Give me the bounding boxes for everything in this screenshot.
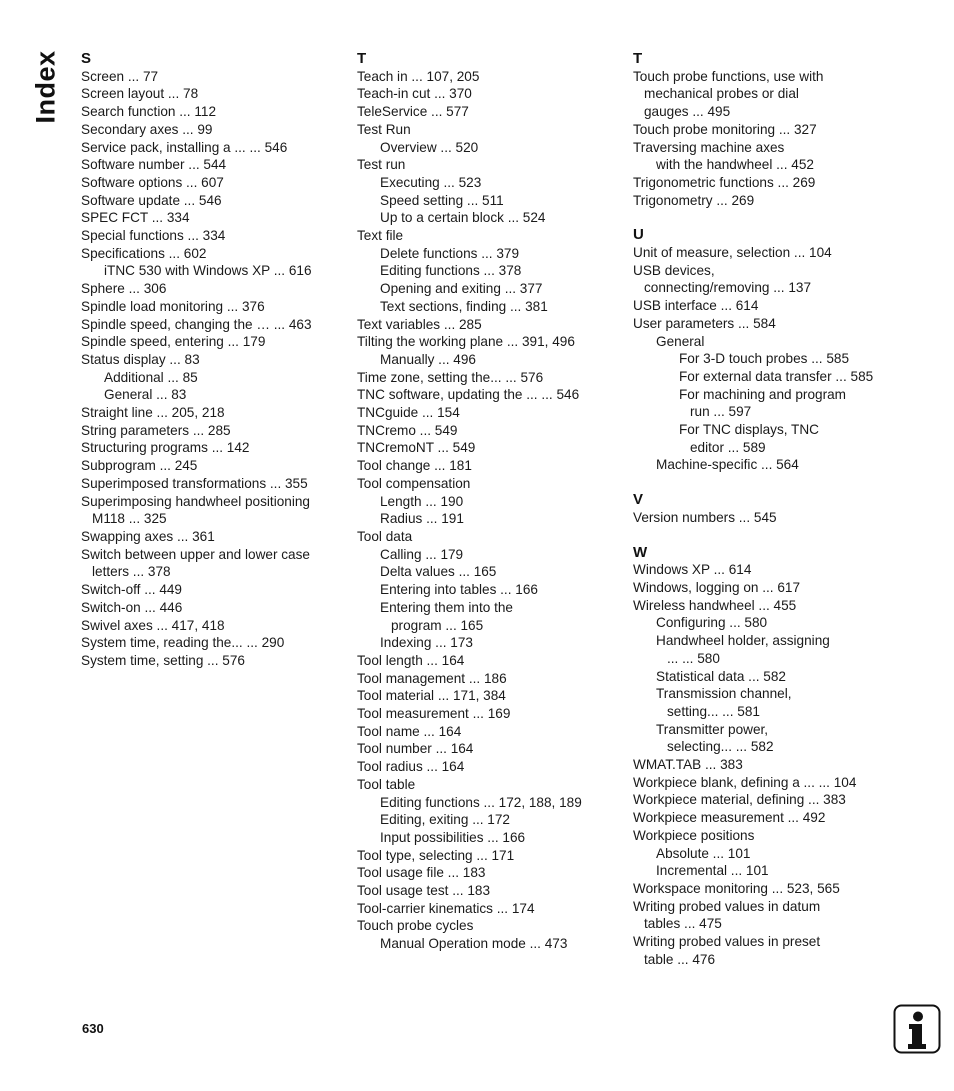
index-subentry: Overview ... 520: [380, 139, 479, 155]
index-entry: Tool number ... 164: [357, 741, 474, 757]
index-entry: Teach in ... 107, 205: [357, 68, 480, 84]
index-title-text: Index: [30, 50, 61, 124]
index-entry: Sphere ... 306: [81, 281, 167, 297]
index-subentry: Manually ... 496: [380, 351, 476, 367]
index-subentry: Up to a certain block ... 524: [380, 210, 546, 226]
index-column-3: [633, 50, 893, 968]
index-entry: User parameters ... 584: [633, 315, 776, 331]
index-entry: Text variables ... 285: [357, 316, 482, 332]
index-entry: Workpiece material, defining ... 383: [633, 792, 846, 808]
index-entry: Spindle speed, changing the … ... 463: [81, 316, 312, 332]
index-subentry: Text sections, finding ... 381: [380, 298, 548, 314]
index-entry: Switch-on ... 446: [81, 599, 183, 615]
index-entry: Tilting the working plane ... 391, 496: [357, 334, 575, 350]
index-entry: Time zone, setting the... ... 576: [357, 369, 544, 385]
index-entry: Special functions ... 334: [81, 228, 226, 244]
index-entry: TNC software, updating the ... ... 546: [357, 387, 580, 403]
index-entry: Workpiece blank, defining a ... ... 104: [633, 774, 857, 790]
index-entry: Software options ... 607: [81, 174, 224, 190]
index-entry: Secondary axes ... 99: [81, 121, 213, 137]
index-column-2: [357, 50, 617, 953]
index-entry: Superimposed transformations ... 355: [81, 475, 308, 491]
index-entry: TNCguide ... 154: [357, 405, 460, 421]
index-entry: Tool change ... 181: [357, 458, 472, 474]
index-entry: Tool usage file ... 183: [357, 865, 486, 881]
index-entry: System time, setting ... 576: [81, 652, 245, 668]
section-gap: [633, 209, 893, 226]
index-subentry: Delta values ... 165: [380, 564, 497, 580]
index-letter-heading: S: [81, 50, 92, 67]
page-number: 630: [82, 1021, 104, 1036]
index-entry: Switch-off ... 449: [81, 582, 182, 598]
index-entry: Wireless handwheel ... 455: [633, 597, 797, 613]
index-subentry: Absolute ... 101: [656, 845, 751, 861]
index-letter-heading: T: [633, 50, 643, 67]
index-entry: Superimposing handwheel positioning: [81, 493, 310, 509]
index-subentry: For 3-D touch probes ... 585: [679, 351, 850, 367]
index-entry: Trigonometry ... 269: [633, 192, 755, 208]
index-entry-continuation: ... ... 580: [667, 650, 720, 666]
index-entry: Search function ... 112: [81, 104, 217, 120]
index-letter-heading: V: [633, 491, 644, 509]
index-entry-continuation: editor ... 589: [690, 439, 766, 455]
index-entry: Spindle speed, entering ... 179: [81, 334, 266, 350]
index-entry-continuation: letters ... 378: [92, 564, 171, 580]
index-entry: Unit of measure, selection ... 104: [633, 245, 832, 261]
index-entry: USB devices,: [633, 262, 715, 278]
index-entry-continuation: mechanical probes or dial: [644, 86, 799, 102]
index-entry: Structuring programs ... 142: [81, 440, 250, 456]
index-entry: Tool type, selecting ... 171: [357, 847, 515, 863]
index-subentry: For TNC displays, TNC: [679, 422, 819, 438]
index-subentry: Incremental ... 101: [656, 863, 769, 879]
index-subentry: Speed setting ... 511: [380, 192, 504, 208]
index-entry: Windows, logging on ... 617: [633, 579, 801, 595]
index-entry-continuation: tables ... 475: [644, 916, 722, 932]
index-subentry: Machine-specific ... 564: [656, 457, 799, 473]
index-entry: Swapping axes ... 361: [81, 528, 215, 544]
index-subentry: Configuring ... 580: [656, 615, 768, 631]
index-entry: Tool table: [357, 776, 416, 792]
index-entry: SPEC FCT ... 334: [81, 210, 190, 226]
index-entry: Teach-in cut ... 370: [357, 86, 472, 102]
index-entry: Tool data: [357, 528, 413, 544]
index-entry: String parameters ... 285: [81, 422, 231, 438]
index-entry: Trigonometric functions ... 269: [633, 174, 816, 190]
index-entry: Test run: [357, 157, 406, 173]
index-entry: Tool management ... 186: [357, 670, 507, 686]
index-subentry: Editing, exiting ... 172: [380, 812, 510, 828]
index-entry: Status display ... 83: [81, 351, 200, 367]
index-entry: Writing probed values in preset: [633, 934, 821, 950]
index-entry: Swivel axes ... 417, 418: [81, 617, 225, 633]
index-entry: Touch probe functions, use with: [633, 68, 824, 84]
index-subentry: Entering them into the: [380, 599, 513, 615]
index-subentry: Transmitter power,: [656, 721, 769, 737]
index-subentry: Editing functions ... 172, 188, 189: [380, 794, 582, 810]
index-entry-continuation: connecting/removing ... 137: [644, 280, 812, 296]
index-entry: TNCremo ... 549: [357, 422, 458, 438]
index-subentry: For machining and program: [679, 386, 846, 402]
index-entry: Version numbers ... 545: [633, 509, 777, 525]
index-entry: Writing probed values in datum: [633, 898, 821, 914]
index-entry: Workspace monitoring ... 523, 565: [633, 880, 840, 896]
index-subentry: Manual Operation mode ... 473: [380, 936, 568, 952]
index-side-title: [30, 52, 62, 122]
index-entry: USB interface ... 614: [633, 298, 759, 314]
index-subentry: Statistical data ... 582: [656, 668, 786, 684]
index-subentry: Handwheel holder, assigning: [656, 633, 830, 649]
index-entry: WMAT.TAB ... 383: [633, 757, 743, 773]
index-letter-heading: T: [357, 50, 367, 67]
index-subentry: Indexing ... 173: [380, 635, 473, 651]
index-entry: Tool compensation: [357, 475, 471, 491]
index-entry: System time, reading the... ... 290: [81, 635, 285, 651]
index-subentry: Executing ... 523: [380, 174, 482, 190]
index-entry: Tool usage test ... 183: [357, 883, 491, 899]
index-entry: Subprogram ... 245: [81, 458, 198, 474]
index-entry: Windows XP ... 614: [633, 562, 752, 578]
index-column-1: [81, 50, 341, 670]
index-entry: Tool radius ... 164: [357, 759, 465, 775]
index-entry: Test Run: [357, 121, 411, 137]
index-entry: Tool material ... 171, 384: [357, 688, 506, 704]
index-letter-heading: W: [633, 543, 648, 561]
index-entry: Service pack, installing a ... ... 546: [81, 139, 288, 155]
index-subentry: Input possibilities ... 166: [380, 829, 526, 845]
index-entry: Text file: [357, 228, 404, 244]
index-subentry: Additional ... 85: [104, 369, 198, 385]
index-subentry: iTNC 530 with Windows XP ... 616: [104, 263, 312, 279]
index-entry: Touch probe cycles: [357, 918, 474, 934]
index-entry: Traversing machine axes: [633, 139, 785, 155]
index-entry: Workpiece measurement ... 492: [633, 810, 826, 826]
index-subentry: Editing functions ... 378: [380, 263, 522, 279]
index-entry: Tool-carrier kinematics ... 174: [357, 900, 535, 916]
index-entry: Tool name ... 164: [357, 723, 462, 739]
info-icon: [893, 1004, 941, 1054]
index-entry: Software update ... 546: [81, 192, 222, 208]
index-entry-continuation: setting... ... 581: [667, 703, 760, 719]
index-entry: TNCremoNT ... 549: [357, 440, 476, 456]
index-entry: Touch probe monitoring ... 327: [633, 121, 817, 137]
index-entry-continuation: selecting... ... 582: [667, 739, 774, 755]
section-gap: [633, 474, 893, 491]
index-entry-continuation: run ... 597: [690, 404, 752, 420]
index-entry-continuation: table ... 476: [644, 951, 716, 967]
index-entry: Screen ... 77: [81, 68, 159, 84]
index-entry: Straight line ... 205, 218: [81, 405, 225, 421]
index-entry: Spindle load monitoring ... 376: [81, 298, 265, 314]
index-subentry: Calling ... 179: [380, 546, 464, 562]
index-subentry: Transmission channel,: [656, 686, 792, 702]
index-entry-continuation: M118 ... 325: [92, 511, 167, 527]
section-gap: [633, 527, 893, 544]
index-entry-continuation: program ... 165: [391, 617, 484, 633]
index-entry: Tool measurement ... 169: [357, 706, 511, 722]
index-entry: Switch between upper and lower case: [81, 546, 310, 562]
index-subentry: For external data transfer ... 585: [679, 368, 874, 384]
index-subentry: General: [656, 333, 705, 349]
index-entry: Tool length ... 164: [357, 652, 465, 668]
index-entry-continuation: gauges ... 495: [644, 104, 731, 120]
index-subentry: General ... 83: [104, 387, 187, 403]
index-subentry: Delete functions ... 379: [380, 245, 520, 261]
index-entry: Workpiece positions: [633, 827, 755, 843]
index-subentry: Radius ... 191: [380, 511, 464, 527]
index-subentry: Opening and exiting ... 377: [380, 281, 543, 297]
index-entry: Screen layout ... 78: [81, 86, 199, 102]
index-subentry: Length ... 190: [380, 493, 464, 509]
index-entry: Specifications ... 602: [81, 245, 207, 261]
index-entry: Software number ... 544: [81, 157, 227, 173]
index-entry: TeleService ... 577: [357, 104, 469, 120]
index-subentry: with the handwheel ... 452: [656, 157, 814, 173]
index-subentry: Entering into tables ... 166: [380, 582, 538, 598]
index-letter-heading: U: [633, 226, 644, 244]
